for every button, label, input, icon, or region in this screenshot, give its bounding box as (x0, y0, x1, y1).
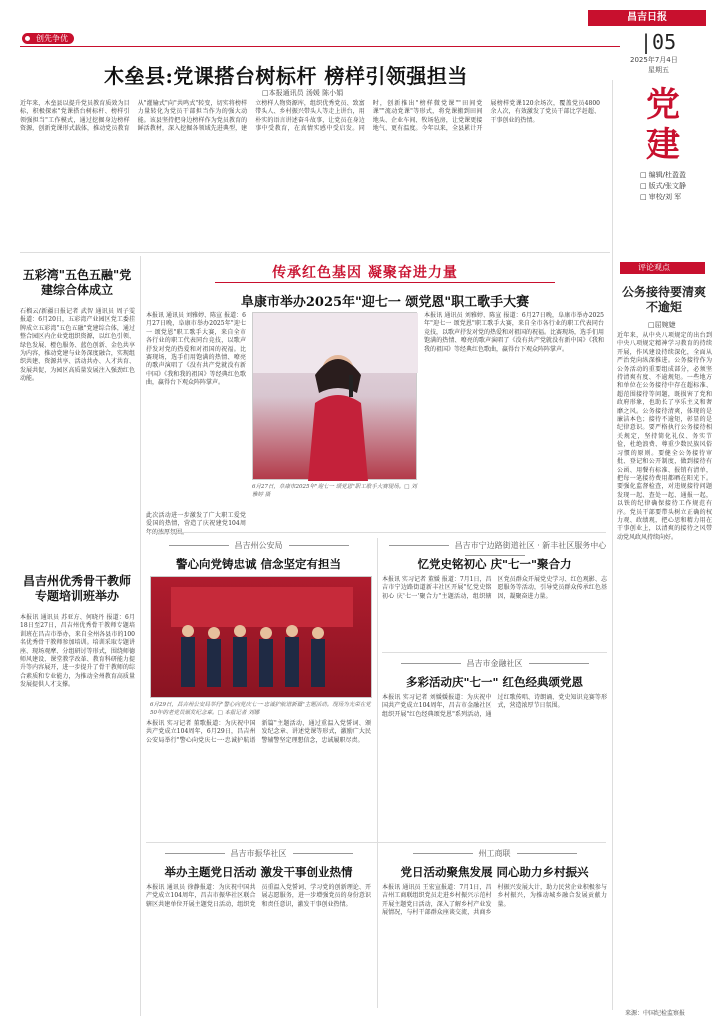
page-number: |05 (640, 30, 677, 54)
comment-title: 公务接待要清爽不逾矩 (621, 285, 706, 314)
article-title: 忆党史铭初心 庆"七一"聚合力 (417, 557, 572, 571)
singer-illustration (253, 313, 418, 481)
editor-credit: □ 审校/刘 军 (640, 192, 686, 203)
finance-community-body: 本报讯 实习记者 刘媛媛报道：为庆祝中国共产党成立104周年，昌吉市金融社区组织开展"红色经典颂党恩"系列活动，通过红歌传唱、诗朗诵、党史知识竞赛等形式，营造浓厚节日氛围。 (382, 694, 607, 718)
section-title: 党建 (646, 85, 680, 165)
zhenhua-body: 本报讯 通讯员 徐静报道：为庆祝中国共产党成立104周年，昌吉市振华社区联合辖区共建单位开展主题党日活动，组织党员重温入党誓词、学习党的创新理论、开展志愿服务，进一步增强党员的身份意识和责任意识，激发干事创业热情。 (146, 884, 371, 908)
section-divider (382, 652, 607, 653)
comment-author: □屈婉婕 (648, 321, 676, 329)
left-sub-body: 石榴云/新疆日报记者 武智 通讯员 周子雯 报道：6月20日，五彩湾产业园区党工委挂牌成立五彩湾"五色五融"党建综合体，通过整合园区内企业党组织资源，以红色引领、绿色发展、橙色服务、蓝色创新、金色共享为内容，推动党建与业务深度融合，实现组织共建、资源共享、活动共办、人才共育、发展共促，为园区高质量发展注入强劲红色动能。 (20, 308, 135, 383)
publish-weekday: 星期五 (648, 66, 669, 74)
police-body: 本报讯 实习记者 董歌报道：为庆祝中国共产党成立104周年，6月29日，昌吉州公安局举行"警心向党庆七一·忠诚护航谱新篇"主题活动，通过重温入党誓词、颁发纪念章、讲述党课等形式，激励广大民警辅警坚定理想信念，忠诚履职尽责。 (146, 720, 371, 744)
lead-headline: 木垒县:党课搭台树标杆 榜样引领强担当 (104, 64, 468, 88)
comment-body: 近年来，从中央八项规定的出台到中央八项规定精神学习教育的持续开展，作风建设持续深化，全面从严治党向纵深推进。公务接待作为公务活动的重要组成部分，必须坚持清爽有度、不逾规矩。一些地方和单位在公务接待中存在超标准、超范围接待等问题，既损害了党和政府形象，也助长了享乐主义和奢靡之风。公务接待清爽，体现的是廉洁本色；接待不逾矩，彰显的是纪律意识。要严格执行公务接待相关规定，坚持简化礼仪、务实节俭，杜绝浪费、尊重少数民族风俗习惯的原则。要健全公务接待审批、登记和公开制度，做到接待有公函、用餐有标准、报销有清单，把每一笔接待费用都晒在阳光下。要强化监督检查，对违规接待问题发现一起、查处一起、通报一起，以铁的纪律确保接待工作规范有序。党员干部要带头树立正确的权力观、政绩观，把心思和精力用在干事创业上，以清爽的接待之风带动党风政风持续向好。 (617, 332, 712, 541)
feature-body: 本报讯 通讯员 刘雅婷、陈宣 报道：6月27日晚，阜康市举办2025年"迎七一 颂党恩"职工歌手大赛，来自全市各行业的职工代表同台竞技，以歌声抒发对党的热爱和对祖国的祝福。比赛现场，选手们用饱满的热情、嘹亮的歌声演唱了《没有共产党就没有新中国》《我和我的祖国》等经典红色歌曲，赢得台下观众阵阵掌声。 (146, 312, 246, 387)
article-title: 党日活动聚焦发展 同心助力乡村振兴 (400, 865, 589, 879)
article-title: 警心向党铸忠诚 信念坚定有担当 (175, 557, 341, 571)
section-tag: 创先争优 (22, 33, 74, 44)
article-title: 多彩活动庆"七一" 红色经典颂党恩 (406, 675, 583, 689)
feature-photo-caption: 6月27日，阜康市2025年"迎七一 颂党恩"职工歌手大赛现场。□ 刘雅婷 摄 (252, 484, 417, 498)
top-rule (20, 46, 620, 47)
police-photo (150, 576, 372, 698)
masthead (0, 0, 719, 52)
left-sub-title-2: 昌吉州优秀骨干教师专题培训班举办 (22, 574, 131, 603)
lead-body: 近年来，木垒县以提升党员教育质效为目标，积极探索"党课搭台树标杆、榜样引领强担当"工作模式，通过挖掘身边榜样资源，创新党课形式载体，推动党员教育从"灌输式"向"共鸣式"转变，切实将榜样力量转化为党员干部担当作为的强大动能。该县坚持把身边榜样作为党员教育的鲜活教材，深入挖掘各领域先进典型，建立榜样人物资源库，组织优秀党员、致富带头人、乡村振兴带头人等走上讲台，用朴实的语言讲述奋斗故事，让党员在身边事中受教育，在真情实感中受启发。同时，创新推出"榜样微党课""田间党课""流动党课"等形式，将党课搬到田间地头、企业车间、牧场毡房，让党课更接地气、更有温度。今年以来，全县累计开展榜样党课120余场次，覆盖党员4800余人次，有效激发了党员干部比学赶超、干事创业的热情。 (20, 100, 600, 133)
federation-body: 本报讯 通讯员 王宏宣报道：7月1日，昌吉州工商联组织党员走进乡村振兴示范村开展主题党日活动，深入了解乡村产业发展情况，与村干部群众座谈交流，共商乡村振兴发展大计，助力民营企业积极参与乡村振兴，为推动城乡融合发展贡献力量。 (382, 884, 607, 917)
section-head: 昌吉市宁边路街道社区 · 新丰社区服务中心 (382, 540, 607, 560)
police-photo-caption: 6月29日，昌吉州公安局举行"警心向党庆七一·忠诚护航谱新篇"主题活动。现场为光荣在党50年的老党员颁发纪念章。□ 本报记者 刘娜 (150, 702, 371, 716)
comment-source: 来源：中国纪检监察报 (625, 1010, 686, 1017)
section-head: 昌吉市振华社区 (146, 848, 371, 859)
editor-credits (640, 170, 686, 203)
comment-section-tag: 评论观点 (620, 262, 705, 274)
ceremony-illustration (151, 577, 373, 699)
left-sub-body-2: 本报讯 通讯员 苏亚方、何晓丹 报道：6月18日至27日，昌吉州优秀骨干教师专题培训班在昌吉市举办，来自全州各县市的100名优秀骨干教师参加培训。培训采取专题讲座、现场观摩、分组研讨等形式，围绕师德师风建设、课堂教学改革、教育科研能力提升等内容展开，进一步提升了骨干教师的综合素质和专业能力，为推动全州教育高质量发展提供人才支撑。 (20, 614, 135, 689)
feature-title: 阜康市举办2025年"迎七一 颂党恩"职工歌手大赛 (240, 295, 530, 310)
section-head: 昌吉市金融社区 (382, 658, 607, 669)
community-body: 本报讯 实习记者 董媛 报道：7月1日，昌吉市宁边路街道新丰社区开展"忆党史铭初心 庆'七一'聚合力"主题活动，组织辖区党员群众开展党史学习、红色观影、志愿服务等活动，引导党员群众传承红色基因，凝聚奋进力量。 (382, 576, 607, 600)
section-head: 州工商联 (382, 848, 607, 859)
feature-banner: 传承红色基因 凝聚奋进力量 (272, 265, 458, 281)
feature-body-continued: 本报讯 通讯员 刘雅婷、陈宣 报道：6月27日晚，阜康市举办2025年"迎七一 颂党恩"职工歌手大赛，来自全市各行业的职工代表同台竞技，以歌声抒发对党的热爱和对祖国的祝福。比赛现场，选手们用饱满的热情、嘹亮的歌声演唱了《没有共产党就没有新中国》《我和我的祖国》等经典红色歌曲，赢得台下观众阵阵掌声。 (424, 312, 605, 353)
newspaper-brand: 昌吉日报 (588, 10, 706, 26)
section-head: 昌吉州公安局 (146, 540, 371, 551)
column-divider (140, 256, 141, 1016)
publish-date: 2025年7月4日 (630, 56, 678, 64)
section-divider (146, 532, 606, 533)
feature-body-2: 此次活动进一步激发了广大职工爱党爱国的热情，营造了庆祝建党104周 (146, 512, 246, 528)
section-divider (146, 842, 606, 843)
editor-credit: □ 版式/张文静 (640, 181, 686, 192)
section-divider (20, 252, 610, 253)
column-divider (612, 80, 613, 1010)
left-sub-title: 五彩湾"五色五融"党建综合体成立 (22, 268, 132, 297)
banner-rule (215, 282, 555, 283)
lead-byline: □本报通讯员 汤媛 陈小娟 (262, 89, 344, 97)
feature-photo (252, 312, 417, 480)
page-number-value: 05 (652, 30, 677, 54)
article-title: 举办主题党日活动 激发干事创业热情 (164, 865, 353, 879)
column-divider (377, 538, 378, 1008)
editor-credit: □ 编辑/杜盈盈 (640, 170, 686, 181)
